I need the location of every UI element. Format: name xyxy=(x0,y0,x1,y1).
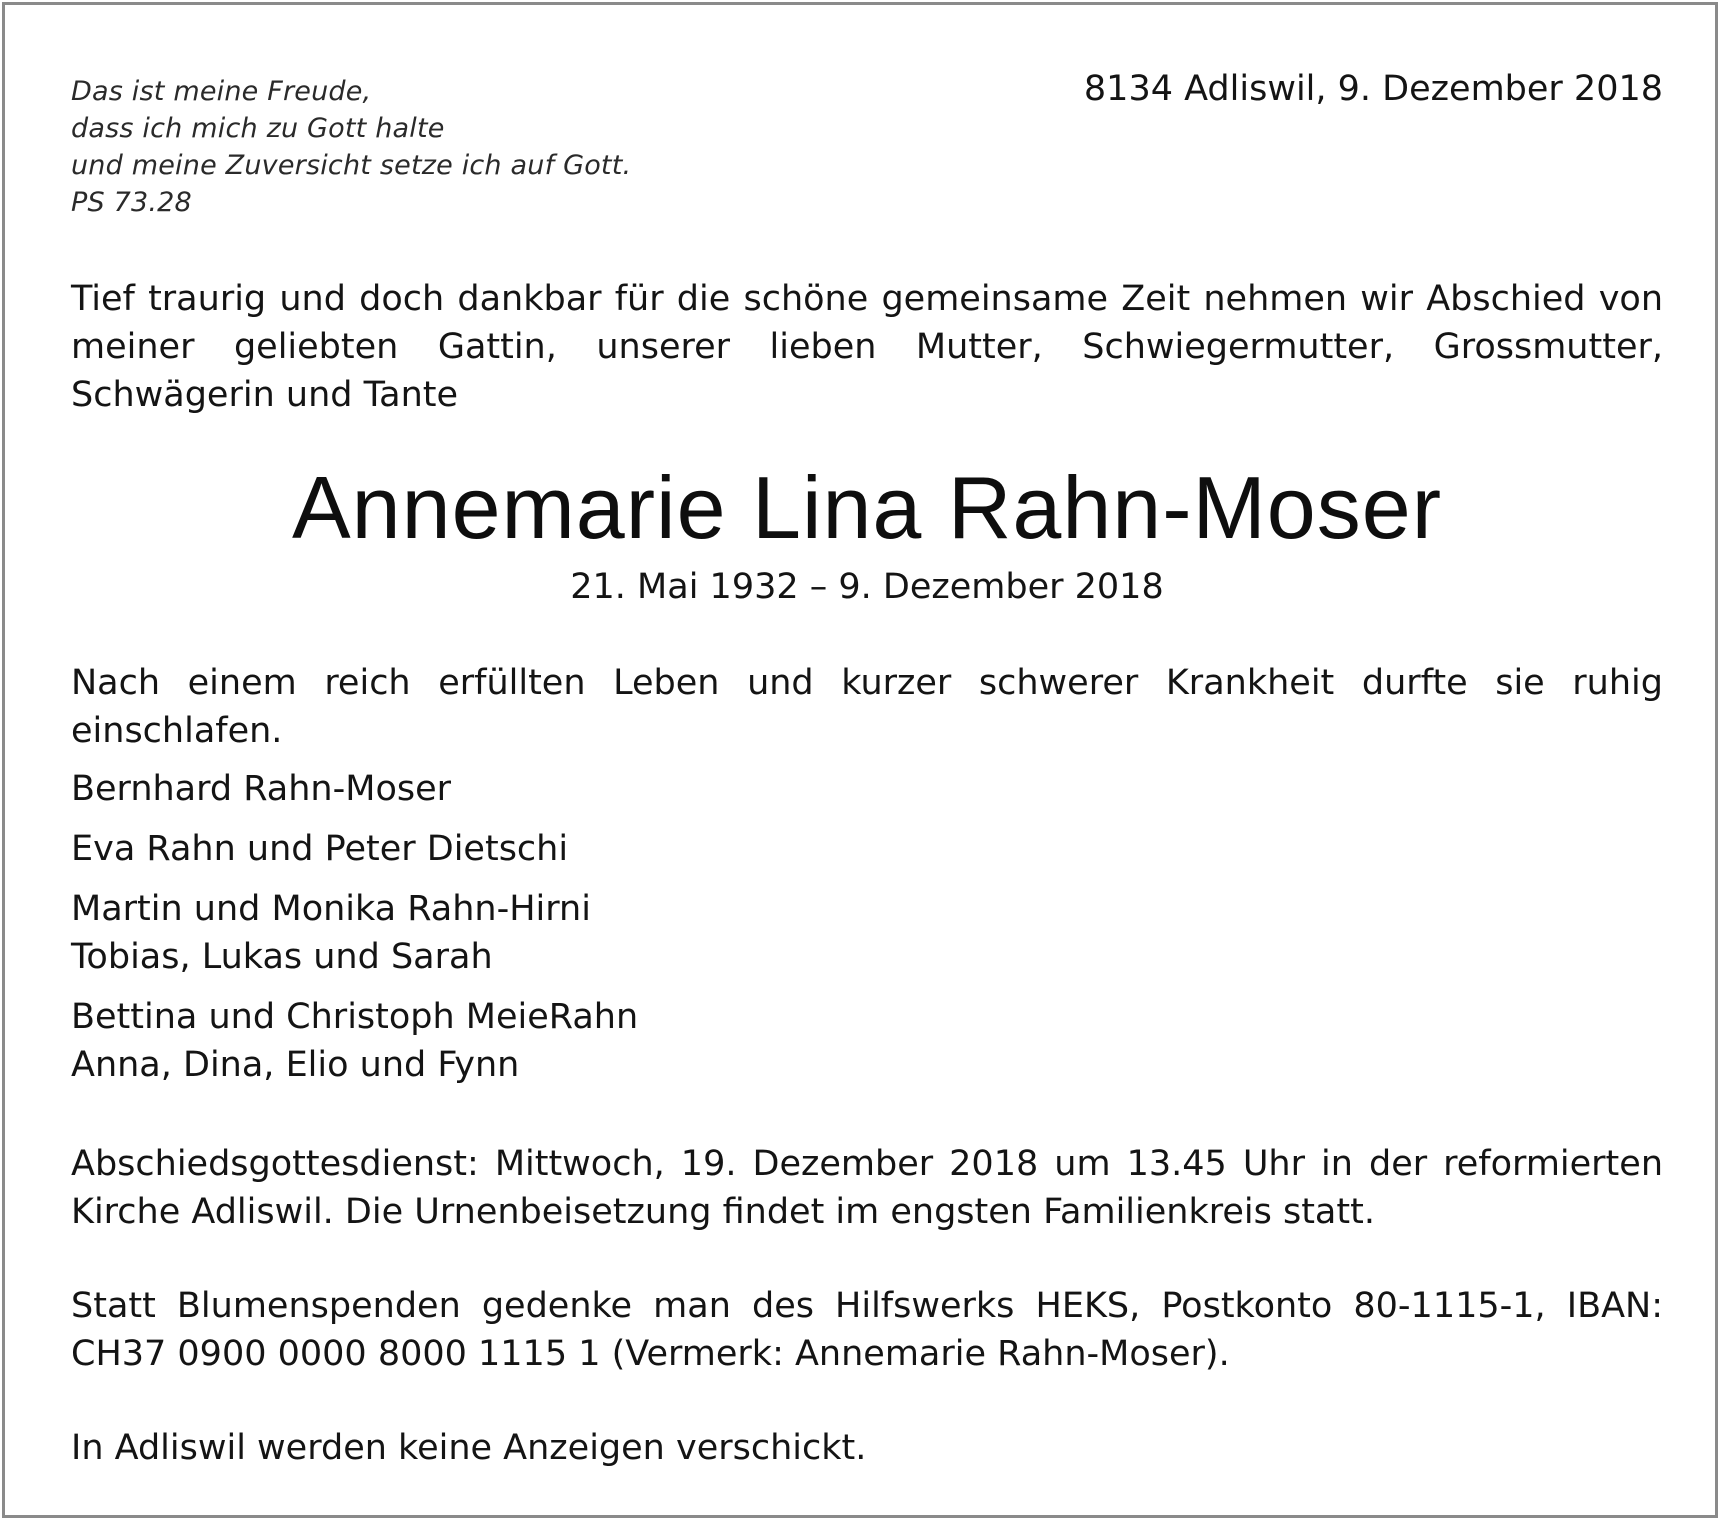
mourners-list xyxy=(71,765,638,1101)
mourner-line: Bettina und Christoph MeieRahn xyxy=(71,997,639,1037)
bible-verse-line: Das ist meine Freude, xyxy=(71,76,372,107)
mourner-group xyxy=(71,765,638,813)
mourner-line: Bernhard Rahn-Moser xyxy=(71,769,452,809)
bible-verse-reference: PS 73.28 xyxy=(71,187,192,218)
mourner-group xyxy=(71,825,638,873)
life-dates: 21. Mai 1932 – 9. Dezember 2018 xyxy=(570,567,1164,607)
notice-paragraph: In Adliswil werden keine Anzeigen verschickt. xyxy=(71,1428,867,1468)
obituary-frame xyxy=(2,2,1718,1518)
mourner-line: Eva Rahn und Peter Dietschi xyxy=(71,829,569,869)
mourner-line: Anna, Dina, Elio und Fynn xyxy=(71,1045,520,1085)
mourner-group xyxy=(71,885,638,981)
donation-paragraph: Statt Blumenspenden gedenke man des Hilfswerks HEKS, Postkonto 80-1115-1, IBAN: CH37 0900 0000 8000 1115 1 (Vermerk: Annemarie Rahn-Moser). xyxy=(71,1286,1663,1374)
service-paragraph: Abschiedsgottesdienst: Mittwoch, 19. Dezember 2018 um 13.45 Uhr in der reformierten Kirche Adliswil. Die Urnenbeisetzung findet im engsten Familienkreis statt. xyxy=(71,1144,1663,1232)
intro-paragraph: Tief traurig und doch dankbar für die schöne gemeinsame Zeit nehmen wir Abschied von meiner geliebten Gattin, unserer lieben Mutter, Schwiegermutter, Grossmutter, Schwägerin und Tante xyxy=(71,279,1663,415)
bible-verse-line: und meine Zuversicht setze ich auf Gott. xyxy=(71,150,632,181)
bible-verse-line: dass ich mich zu Gott halte xyxy=(71,113,445,144)
mourner-line: Tobias, Lukas und Sarah xyxy=(71,937,493,977)
place-and-date: 8134 Adliswil, 9. Dezember 2018 xyxy=(1083,69,1663,109)
deceased-name: Annemarie Lina Rahn-Moser xyxy=(291,458,1442,557)
life-paragraph: Nach einem reich erfüllten Leben und kurzer schwerer Krankheit durfte sie ruhig einschlafen. xyxy=(71,663,1663,751)
mourner-line: Martin und Monika Rahn-Hirni xyxy=(71,889,591,929)
mourner-group xyxy=(71,993,638,1089)
bible-verse xyxy=(71,73,631,221)
